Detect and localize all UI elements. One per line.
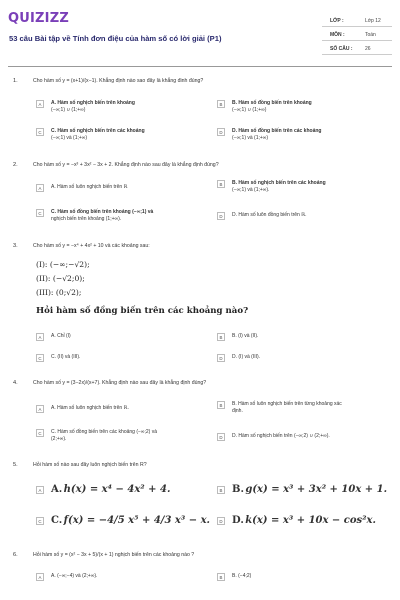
option-letter: A <box>36 333 44 341</box>
option-line1: B. Hàm số luôn nghịch biến trên từng khoảng xác <box>232 401 342 407</box>
option-letter: D <box>217 517 225 525</box>
option-letter: C <box>36 209 44 217</box>
meta-key: MÔN : <box>330 32 345 38</box>
option-line2: (−∞;1) và (1;+∞) <box>51 134 88 141</box>
option-line1: B. (I) và (II). <box>232 333 259 339</box>
option-line1: C. Hàm số nghịch biến trên các khoảng <box>51 128 145 134</box>
option-line2: định. <box>232 407 243 414</box>
option-line1: D. (I) và (III). <box>232 354 261 360</box>
question-number: 2. <box>13 162 18 168</box>
interval-item: (III): (0;√2); <box>36 288 82 297</box>
option-line1: B. (−4;2) <box>232 573 252 579</box>
meta-row-subject <box>322 28 392 41</box>
option-formula: g(x) = x³ + 3x² + 10x + 1. <box>245 484 388 495</box>
interval-item: (II): (−√2;0); <box>36 274 85 283</box>
option-formula: f(x) = −4/5 x⁵ + 4/3 x³ − x. <box>63 515 211 526</box>
option-letter: B <box>217 486 225 494</box>
option-letter: A <box>36 405 44 413</box>
question-text: Cho hàm số y = (3−2x)/(x+7). Khẳng định nào sau đây là khẳng định đúng? <box>33 380 207 386</box>
option-line1: C. (II) và (III). <box>51 354 81 360</box>
header-divider <box>8 66 392 67</box>
meta-value: Lớp 12 <box>365 18 381 24</box>
option-line1: D. Hàm số nghịch biến trên (−∞;2) ∪ (2;+∞). <box>232 433 330 439</box>
option-letter: D <box>217 354 225 362</box>
option-letter: B <box>217 100 225 108</box>
option-line2: (−∞;1) và (1;+∞). <box>232 186 270 193</box>
page-header <box>0 0 400 66</box>
option-line2: (2;+∞). <box>51 435 67 442</box>
quizizz-logo: QUIZIZZ <box>8 11 69 26</box>
option-letter: C <box>36 128 44 136</box>
meta-value: 26 <box>365 46 371 52</box>
meta-key: SỐ CÂU : <box>330 46 353 52</box>
option-line2: nghịch biến trên khoảng (1;+∞). <box>51 215 122 222</box>
option-letter: B <box>217 401 225 409</box>
option-line1: C. Hàm số đồng biến trên các khoảng (−∞;2) và <box>51 429 157 435</box>
option-letter: B <box>217 573 225 581</box>
option-letter: C <box>36 517 44 525</box>
option-line1: D. Hàm số đồng biến trên các khoảng <box>232 128 322 134</box>
option-label: C. <box>51 515 63 526</box>
option-formula: k(x) = x³ + 10x − cos²x. <box>245 515 376 526</box>
meta-key: LỚP : <box>330 18 344 24</box>
option-line1: A. Hàm số luôn nghịch biến trên ℝ. <box>51 405 129 411</box>
option-line1: A. Hàm số luôn nghịch biến trên ℝ <box>51 184 128 190</box>
question-text: Hỏi hàm số y = (x² − 3x + 5)/(x + 1) nghịch biến trên các khoảng nào ? <box>33 552 195 558</box>
question-number: 5. <box>13 462 18 468</box>
option-letter: D <box>217 128 225 136</box>
question-number: 6. <box>13 552 18 558</box>
meta-value: Toán <box>365 32 376 38</box>
option-line2: (−∞;1) ∪ (1;+∞) <box>51 106 86 113</box>
question-number: 1. <box>13 78 18 84</box>
option-line2: (−∞;1) ∪ (1;+∞) <box>232 106 267 113</box>
interval-item: (I): (−∞;−√2); <box>36 260 90 269</box>
option-line1: A. Chỉ (I) <box>51 333 71 339</box>
question-number: 3. <box>13 243 18 249</box>
interval-list <box>36 258 90 300</box>
option-line2: (−∞;1) và (1;+∞) <box>232 134 269 141</box>
question-footer: Hỏi hàm số đồng biến trên các khoảng nào? <box>36 306 249 316</box>
option-letter: A <box>36 573 44 581</box>
question-text: Cho hàm số y = −x³ + 3x² − 3x + 2. Khẳng định nào sau đây là khẳng định đúng? <box>33 162 219 168</box>
option-letter: A <box>36 486 44 494</box>
option-line1: A. Hàm số nghịch biến trên khoảng <box>51 100 135 106</box>
document-title: 53 câu Bài tập về Tính đơn điệu của hàm số có lời giải (P1) <box>9 34 222 43</box>
option-letter: D <box>217 433 225 441</box>
option-letter: C <box>36 354 44 362</box>
question-text: Hỏi hàm số nào sau đây luôn nghịch biến trên R? <box>33 462 147 468</box>
option-letter: B <box>217 333 225 341</box>
option-line1: B. Hàm số nghịch biến trên các khoảng <box>232 180 326 186</box>
option-letter: C <box>36 429 44 437</box>
question-number: 4. <box>13 380 18 386</box>
option-label: B. <box>232 484 244 495</box>
option-line1: D. Hàm số luôn đồng biến trên ℝ. <box>232 212 307 218</box>
option-label: D. <box>232 515 244 526</box>
option-line1: B. Hàm số đồng biến trên khoảng <box>232 100 312 106</box>
option-line1: C. Hàm số đồng biến trên khoảng (−∞;1) và <box>51 209 154 215</box>
option-letter: B <box>217 180 225 188</box>
meta-row-class <box>322 14 392 27</box>
option-letter: A <box>36 184 44 192</box>
option-formula: h(x) = x⁴ − 4x² + 4. <box>63 484 171 495</box>
question-text: Cho hàm số y = −x⁴ + 4x² + 10 và các khoảng sau: <box>33 243 150 249</box>
option-letter: A <box>36 100 44 108</box>
option-line1: A. (−∞;−4) và (2;+∞). <box>51 573 98 579</box>
question-text: Cho hàm số y = (x+1)/(x−1). Khẳng định nào sao đây là khẳng đinh đúng? <box>33 78 204 84</box>
option-label: A. <box>51 484 63 495</box>
meta-row-count <box>322 42 392 55</box>
option-letter: D <box>217 212 225 220</box>
